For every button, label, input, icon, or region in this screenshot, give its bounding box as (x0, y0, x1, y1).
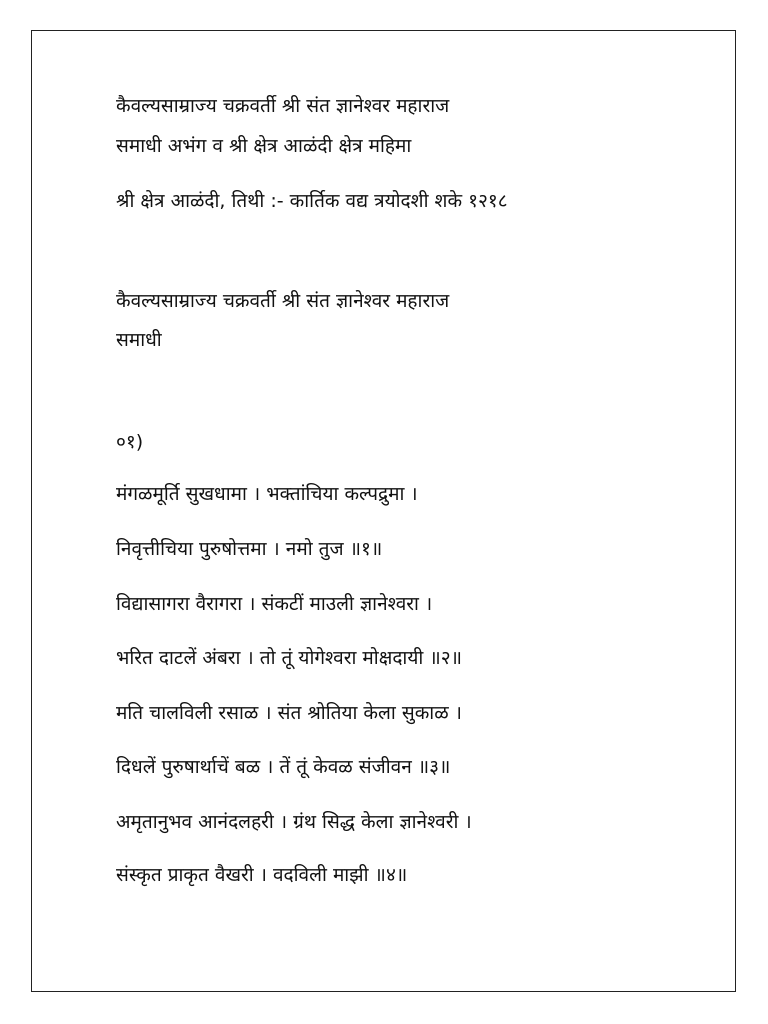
verse-line: मंगळमूर्ति सुखधामा । भक्तांचिया कल्पद्रुमा । (116, 483, 418, 505)
section-heading-line-2: समाधी (116, 329, 162, 351)
section-heading-line-1: कैवल्यसाम्राज्य चक्रवर्ती श्री संत ज्ञानेश्वर महाराज (116, 290, 450, 312)
verse-line: भरित दाटलें अंबरा । तो तूं योगेश्वरा मोक्षदायी ॥२॥ (116, 647, 462, 669)
verse-line: संस्कृत प्राकृत वैखरी । वदविली माझी ॥४॥ (116, 864, 408, 886)
verse-line: दिधलें पुरुषार्थाचें बळ । तें तूं केवळ संजीवन ॥३॥ (116, 756, 451, 778)
abhang-number: ०१) (116, 431, 144, 453)
verse-line: अमृतानुभव आनंदलहरी । ग्रंथ सिद्ध केला ज्ञानेश्वरी । (116, 811, 472, 833)
document-title-line-2: समाधी अभंग व श्री क्षेत्र आळंदी क्षेत्र महिमा (116, 135, 412, 157)
date-line: श्री क्षेत्र आळंदी, तिथी :- कार्तिक वद्य त्रयोदशी शके १२१८ (116, 190, 508, 212)
verse-line: मति चालविली रसाळ । संत श्रोतिया केला सुकाळ । (116, 702, 462, 724)
verse-line: निवृत्तीचिया पुरुषोत्तमा । नमो तुज ॥१॥ (116, 538, 383, 560)
document-title-line-1: कैवल्यसाम्राज्य चक्रवर्ती श्री संत ज्ञानेश्वर महाराज (116, 95, 450, 117)
page-border (31, 30, 736, 992)
verse-line: विद्यासागरा वैरागरा । संकटीं माउली ज्ञानेश्वरा । (116, 593, 433, 615)
